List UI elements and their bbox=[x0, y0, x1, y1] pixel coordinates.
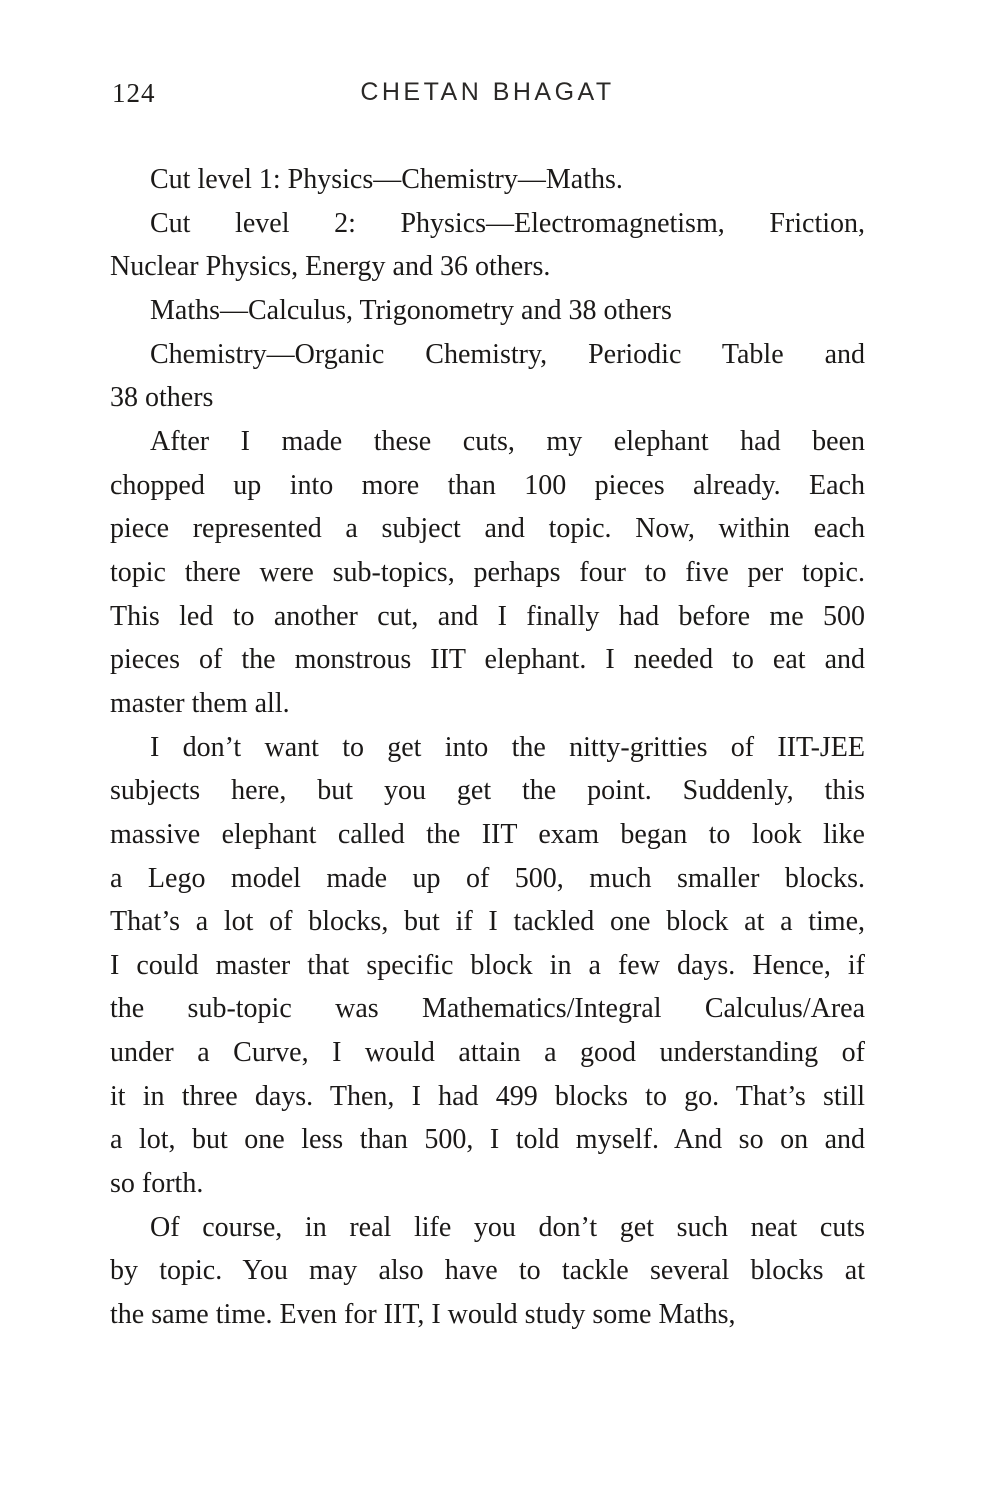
text-line: by topic. You may also have to tackle several blocks at bbox=[110, 1255, 865, 1287]
text-line: a Lego model made up of 500, much smaller blocks. bbox=[110, 862, 865, 894]
text-line: topic there were sub-topics, perhaps four to five per topic. bbox=[110, 556, 865, 588]
text-line: Chemistry—Organic Chemistry, Periodic Table and bbox=[150, 338, 865, 370]
text-line: Cut level 1: Physics—Chemistry—Maths. bbox=[150, 164, 623, 195]
text-line: Of course, in real life you don’t get such neat cuts bbox=[150, 1211, 865, 1243]
paragraph bbox=[110, 158, 865, 202]
text-line: That’s a lot of blocks, but if I tackled one block at a time, bbox=[110, 906, 865, 938]
text-line: so forth. bbox=[110, 1168, 204, 1200]
paragraph bbox=[110, 420, 865, 726]
text-line: Nuclear Physics, Energy and 36 others. bbox=[110, 251, 551, 283]
text-line: This led to another cut, and I finally had before me 500 bbox=[110, 600, 865, 632]
page-text bbox=[110, 158, 865, 1337]
text-line: Maths—Calculus, Trigonometry and 38 others bbox=[150, 294, 672, 326]
text-line: the same time. Even for IIT, I would study some Maths, bbox=[110, 1299, 736, 1331]
text-line: under a Curve, I would attain a good understanding of bbox=[110, 1037, 865, 1069]
text-line: massive elephant called the IIT exam began to look like bbox=[110, 818, 865, 850]
text-line: I could master that specific block in a few days. Hence, if bbox=[110, 949, 865, 981]
page-header bbox=[110, 78, 865, 107]
paragraph bbox=[110, 1206, 865, 1337]
text-line: I don’t want to get into the nitty-gritties of IIT-JEE bbox=[150, 731, 865, 763]
paragraph bbox=[110, 726, 865, 1206]
text-line: piece represented a subject and topic. Now, within each bbox=[110, 513, 865, 545]
running-header-title: CHETAN BHAGAT bbox=[360, 78, 615, 106]
text-line: a lot, but one less than 500, I told myself. And so on and bbox=[110, 1124, 865, 1156]
paragraph bbox=[110, 202, 865, 289]
text-line: subjects here, but you get the point. Suddenly, this bbox=[110, 775, 865, 807]
text-line: After I made these cuts, my elephant had been bbox=[150, 425, 865, 457]
text-line: master them all. bbox=[110, 687, 290, 719]
text-line: it in three days. Then, I had 499 blocks to go. That’s still bbox=[110, 1080, 865, 1112]
paragraph bbox=[110, 289, 865, 333]
page-number: 124 bbox=[112, 78, 156, 108]
text-line: Cut level 2: Physics—Electromagnetism, Friction, bbox=[150, 207, 865, 239]
text-line: pieces of the monstrous IIT elephant. I needed to eat and bbox=[110, 644, 865, 676]
text-line: the sub-topic was Mathematics/Integral Calculus/Area bbox=[110, 993, 865, 1025]
paragraph bbox=[110, 333, 865, 420]
text-line: chopped up into more than 100 pieces already. Each bbox=[110, 469, 865, 501]
text-line: 38 others bbox=[110, 382, 214, 414]
